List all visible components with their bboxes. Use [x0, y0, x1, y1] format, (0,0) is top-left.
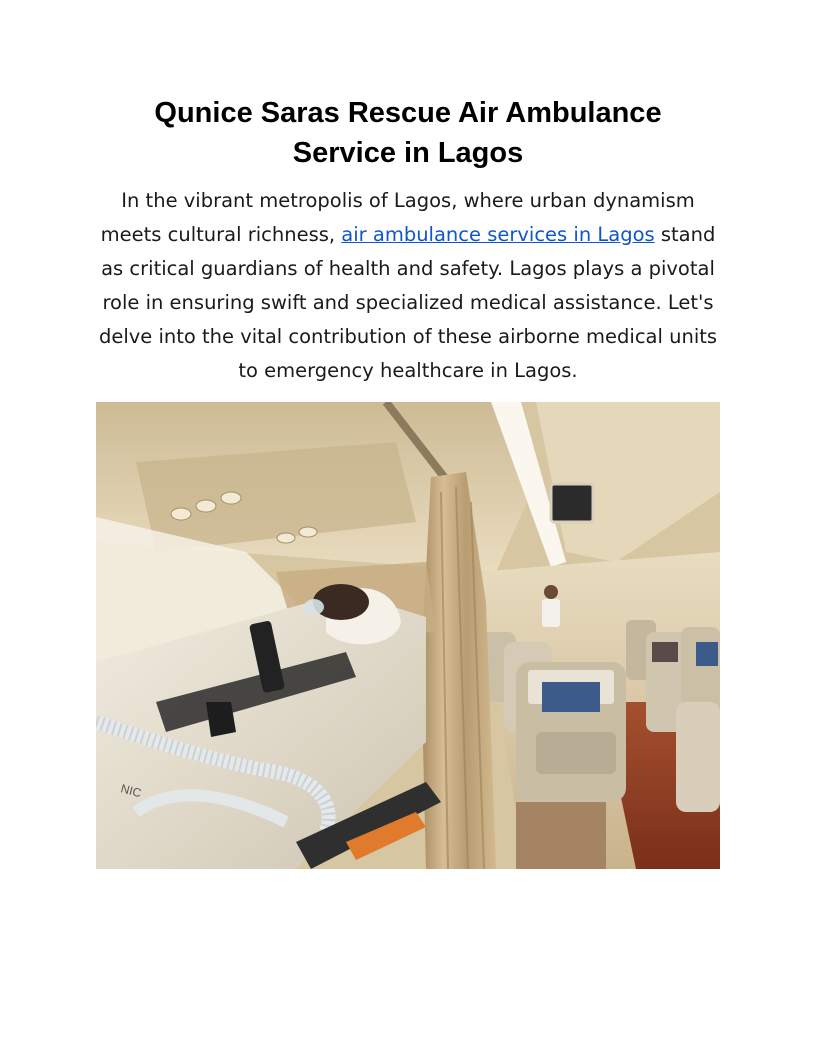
intro-text-before-link: In the vibrant metropolis of Lagos, where urban dynamism meets cultural richness, [100, 189, 695, 246]
air-ambulance-cabin-photo [96, 402, 720, 869]
crew-member [542, 585, 560, 627]
seatback-screen [542, 682, 600, 712]
strap-buckle [206, 702, 236, 737]
page-title-line-2: Service in Lagos [292, 137, 524, 169]
cabin-illustration [96, 402, 720, 869]
page-title [96, 93, 720, 173]
ceiling-monitor [551, 484, 593, 522]
seat-base [516, 802, 606, 869]
air-ambulance-link[interactable]: air ambulance services in Lagos [341, 223, 655, 246]
intro-text-after-link: stand as critical guardians of health and safety. Lagos plays a pivotal role in ensuring swift and specialized medical assistance. Let's delve into the vital contribution of these airborne medical units to emergency healthcare in Lagos. [98, 223, 718, 382]
blanket-print: NIC [119, 781, 143, 801]
oxygen-mask [304, 599, 324, 615]
intro-paragraph [96, 184, 720, 388]
page-title-line-1: Qunice Saras Rescue Air Ambulance [154, 97, 662, 129]
